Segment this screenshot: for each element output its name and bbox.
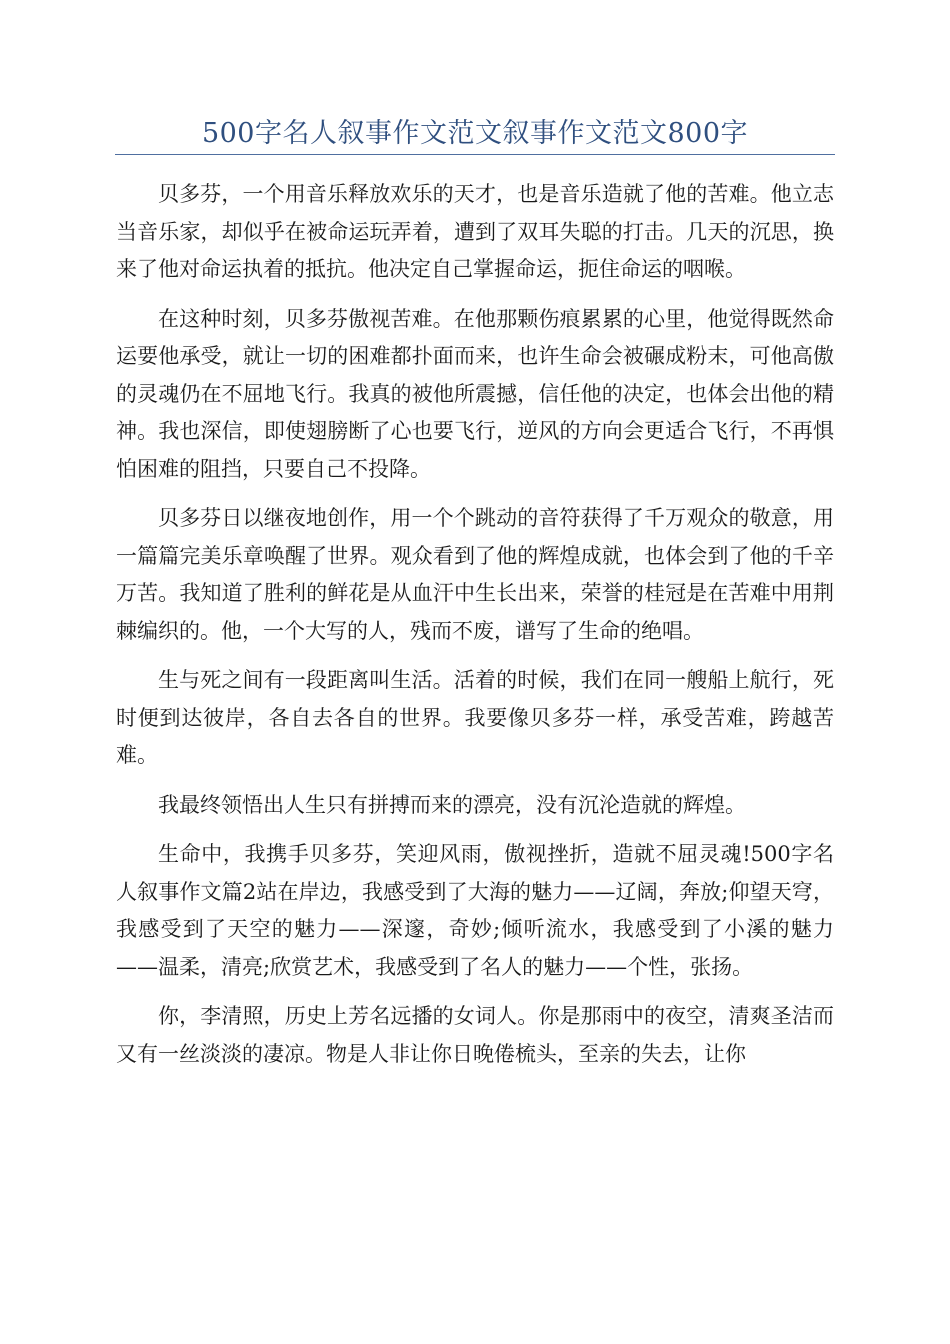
paragraph-5: 我最终领悟出人生只有拼搏而来的漂亮，没有沉沦造就的辉煌。 [158,792,746,817]
paragraph-4: 生与死之间有一段距离叫生活。活着的时候，我们在同一艘船上航行，死时便到达彼岸，各自去各自的世界。我要像贝多芬一样，承受苦难，跨越苦难。 [116,668,834,767]
paragraph-1: 贝多芬，一个用音乐释放欢乐的天才，也是音乐造就了他的苦难。他立志当音乐家，却似乎在被命运玩弄着，遭到了双耳失聪的打击。几天的沉思，换来了他对命运执着的抵抗。他决定自己掌握命运，扼住命运的咽喉。 [116,182,834,281]
document-title: 500字名人叙事作文范文叙事作文范文800字 [201,118,749,149]
title-underline [115,154,835,155]
paragraph-2: 在这种时刻，贝多芬傲视苦难。在他那颗伤痕累累的心里，他觉得既然命运要他承受，就让一切的困难都扑面而来，也许生命会被碾成粉末，可他高傲的灵魂仍在不屈地飞行。我真的被他所震撼，信任他的决定，也体会出他的精神。我也深信，即使翅膀断了心也要飞行，逆风的方向会更适合飞行，不再惧怕困难的阻挡，只要自己不投降。 [116,306,834,481]
paragraph-3: 贝多芬日以继夜地创作，用一个个跳动的音符获得了千万观众的敬意，用一篇篇完美乐章唤醒了世界。观众看到了他的辉煌成就，也体会到了他的千辛万苦。我知道了胜利的鲜花是从血汗中生长出来，荣誉的桂冠是在苦难中用荆棘编织的。他，一个大写的人，残而不废，谱写了生命的绝唱。 [116,506,834,643]
paragraph-6: 生命中，我携手贝多芬，笑迎风雨，傲视挫折，造就不屈灵魂!500字名人叙事作文篇2站在岸边，我感受到了大海的魅力——辽阔，奔放;仰望天穹，我感受到了天空的魅力——深邃，奇妙;倾听流水，我感受到了小溪的魅力——温柔，清亮;欣赏艺术，我感受到了名人的魅力——个性，张扬。 [116,842,834,979]
paragraph-7: 你，李清照，历史上芳名远播的女词人。你是那雨中的夜空，清爽圣洁而又有一丝淡淡的凄凉。物是人非让你日晚倦梳头，至亲的失去，让你 [116,1004,834,1066]
document-body [116,176,834,1085]
